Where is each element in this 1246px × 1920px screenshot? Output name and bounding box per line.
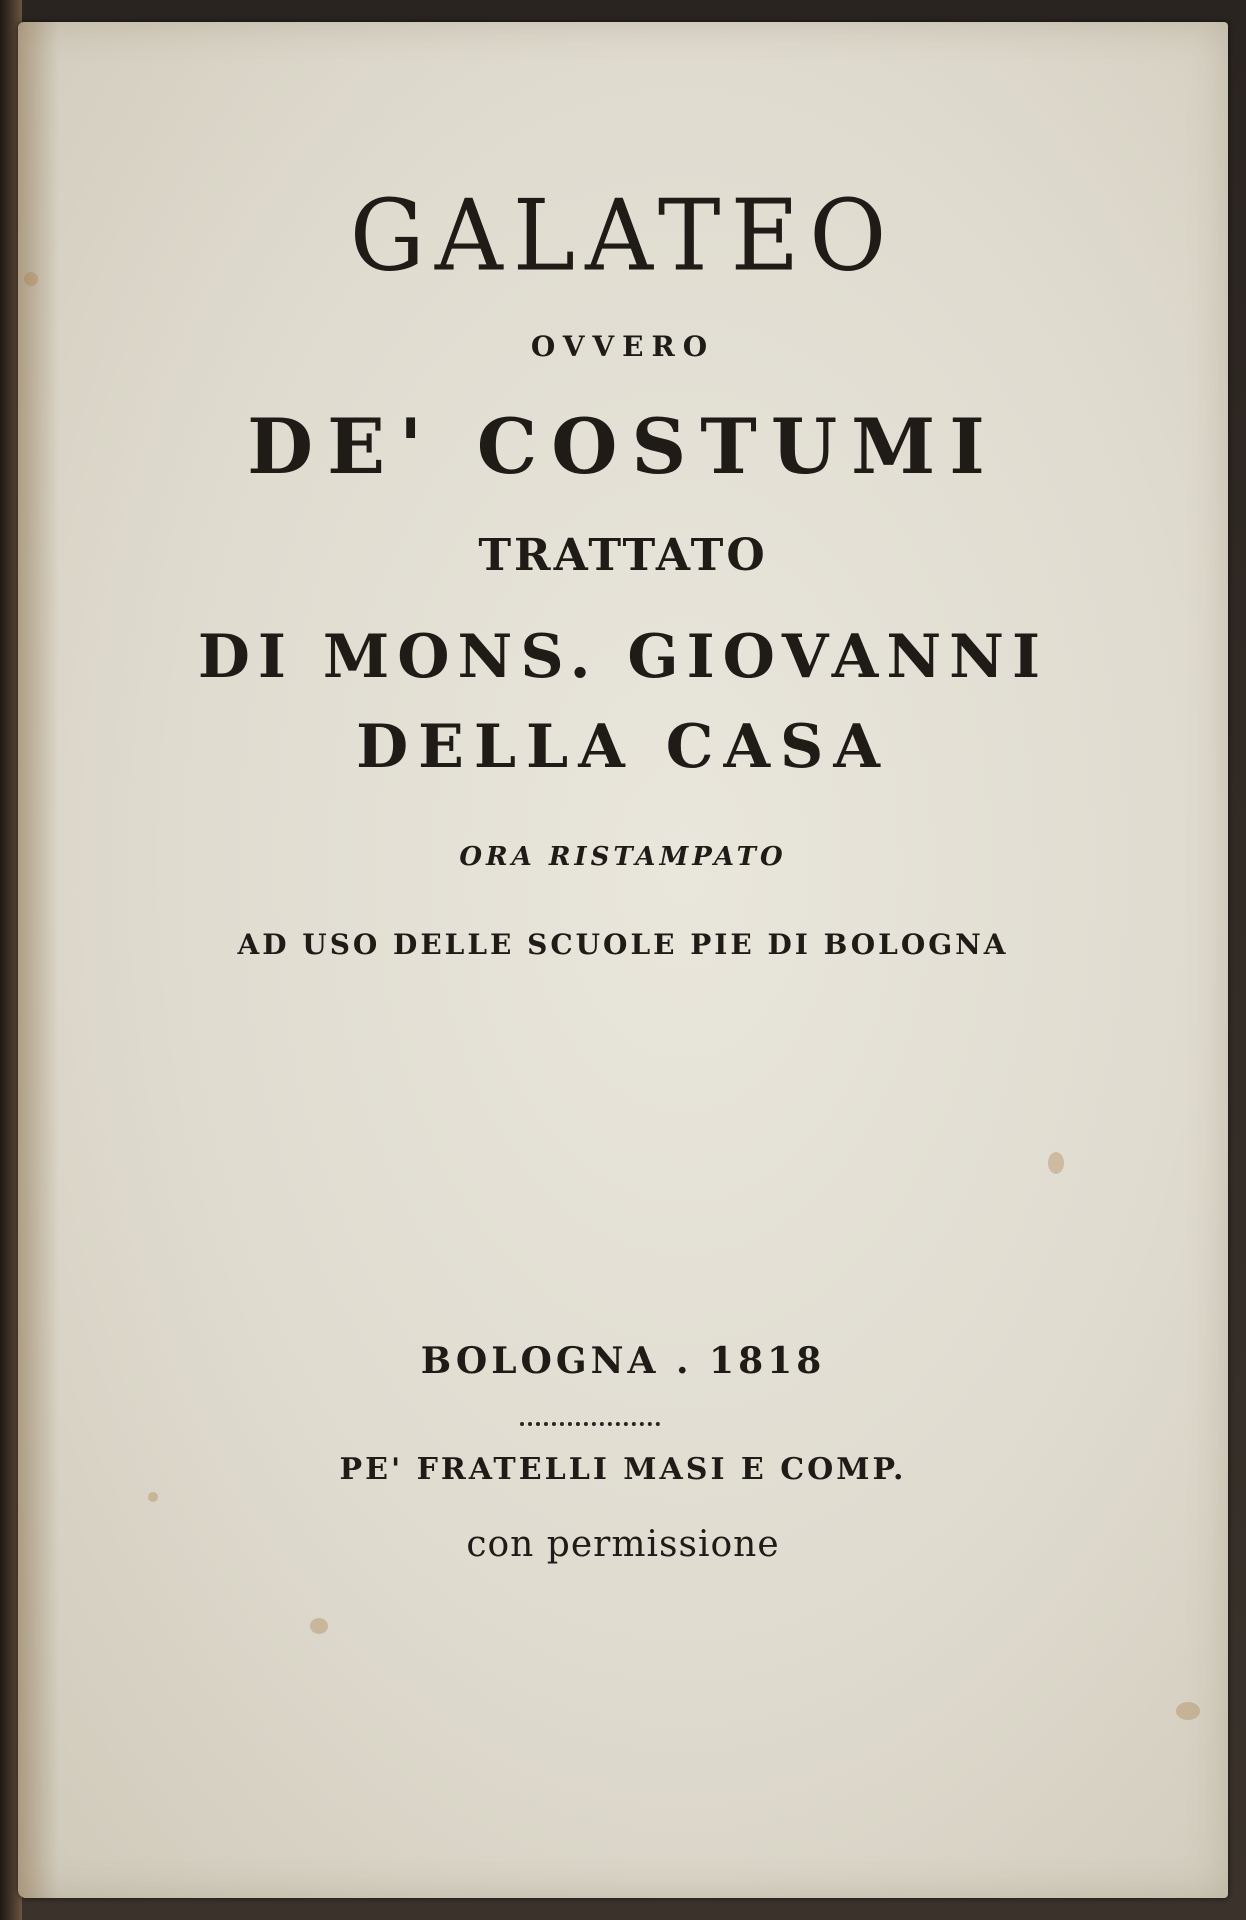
foxing-spot <box>1048 1152 1064 1174</box>
imprint-place-year: BOLOGNA . 1818 <box>420 1340 826 1382</box>
purpose-line: AD USO DELLE SCUOLE PIE DI BOLOGNA <box>237 928 1009 961</box>
genre-label: TRATTATO <box>478 530 768 581</box>
book-subtitle: DE' COSTUMI <box>247 402 999 491</box>
foxing-spot <box>148 1492 158 1502</box>
author-line-1: DI MONS. GIOVANNI <box>197 622 1049 692</box>
reprint-note: ORA RISTAMPATO <box>459 842 787 872</box>
title-connector: OVVERO <box>530 330 716 363</box>
title-page <box>18 22 1228 1898</box>
imprint-rule <box>520 1422 660 1426</box>
foxing-spot <box>310 1618 328 1634</box>
book-title: GALATEO <box>349 179 897 294</box>
printer-line: PE' FRATELLI MASI E COMP. <box>339 1452 907 1487</box>
author-line-2: DELLA CASA <box>356 712 890 782</box>
foxing-spot <box>1176 1702 1200 1720</box>
permission-line: con permissione <box>466 1524 780 1565</box>
